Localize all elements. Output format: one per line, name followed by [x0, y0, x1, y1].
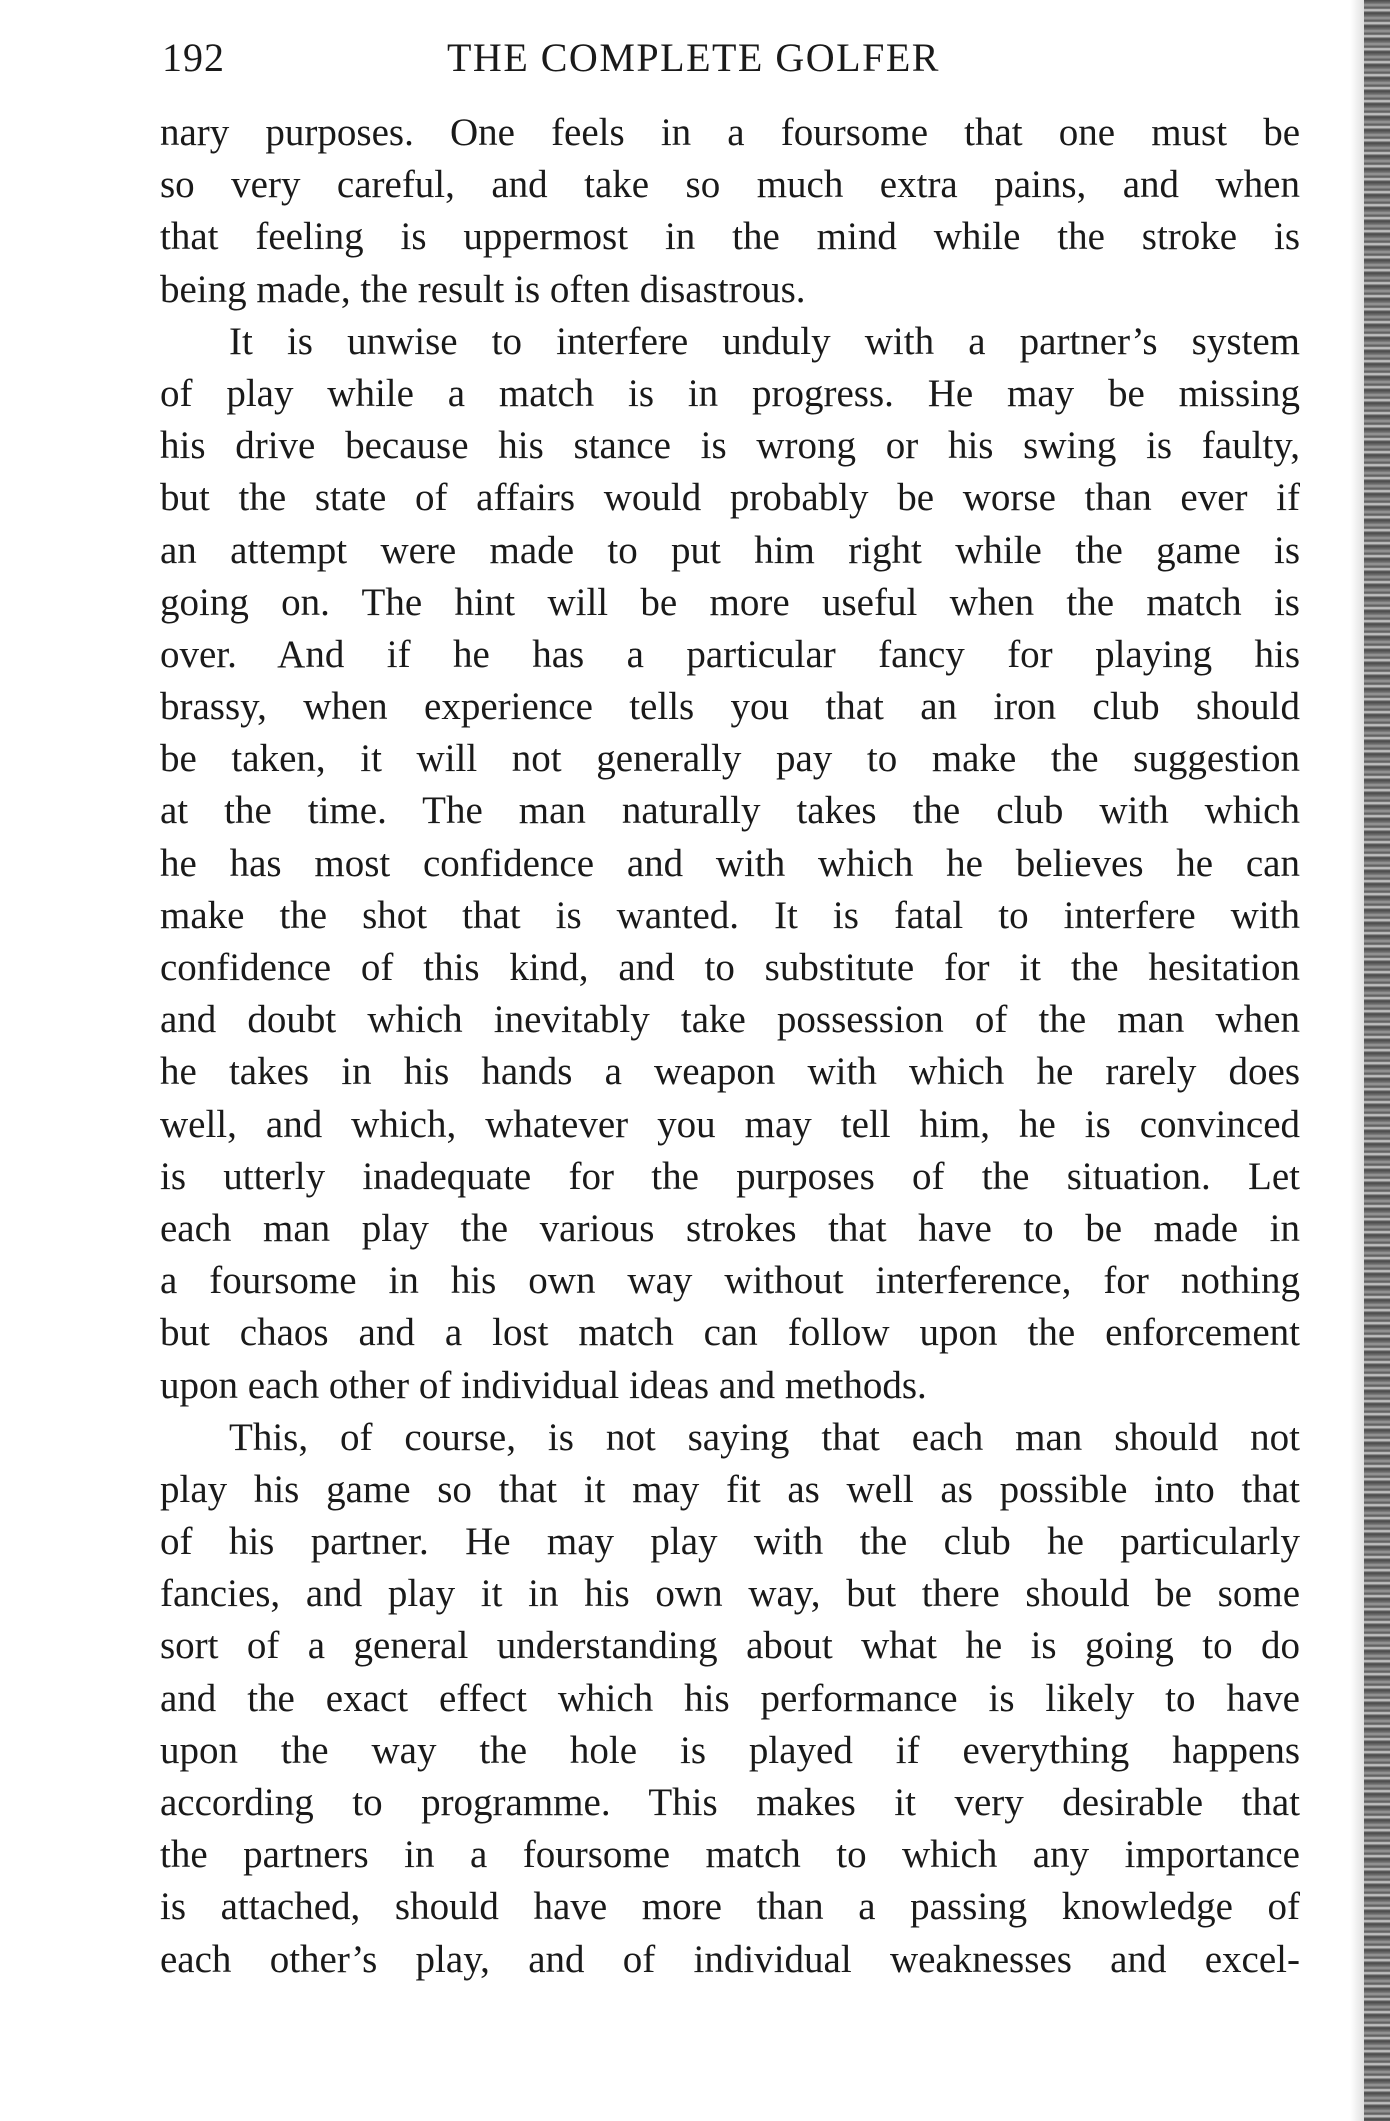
text-line: be taken, it will not generally pay to make the suggestion — [160, 737, 1300, 781]
text-line: an attempt were made to put him right while the game is — [160, 528, 1300, 572]
page-header — [162, 34, 1298, 84]
text-line: he takes in his hands a weapon with which he rarely does — [160, 1050, 1300, 1094]
text-line: each other’s play, and of individual weaknesses and excel- — [160, 1937, 1300, 1981]
text-line: at the time. The man naturally takes the club with which — [160, 789, 1300, 833]
page-edge — [1364, 0, 1390, 2121]
text-line: upon the way the hole is played if everything happens — [160, 1728, 1300, 1772]
text-line: so very careful, and take so much extra pains, and when — [160, 163, 1300, 207]
text-line: he has most confidence and with which he believes he can — [160, 841, 1300, 885]
text-line: and doubt which inevitably take possession of the man when — [160, 998, 1300, 1042]
text-line: It is unwise to interfere unduly with a partner’s system — [229, 319, 1300, 363]
text-line: each man play the various strokes that have to be made in — [160, 1206, 1300, 1250]
text-line: of his partner. He may play with the club he particularly — [160, 1520, 1300, 1564]
text-line: upon each other of individual ideas and methods. — [160, 1363, 927, 1407]
text-line: sort of a general understanding about what he is going to do — [160, 1624, 1300, 1668]
text-line: being made, the result is often disastrous. — [160, 267, 806, 311]
page-number: 192 — [162, 35, 225, 80]
text-line: is utterly inadequate for the purposes of the situation. Let — [160, 1154, 1300, 1198]
text-line: his drive because his stance is wrong or his swing is faulty, — [160, 424, 1300, 468]
text-line: well, and which, whatever you may tell him, he is convinced — [160, 1102, 1300, 1146]
text-line: that feeling is uppermost in the mind while the stroke is — [160, 215, 1300, 259]
text-line: according to programme. This makes it very desirable that — [160, 1781, 1300, 1824]
text-line: fancies, and play it in his own way, but there should be some — [160, 1572, 1300, 1616]
text-line: This, of course, is not saying that each man should not — [229, 1415, 1300, 1459]
text-line: over. And if he has a particular fancy for playing his — [160, 632, 1300, 676]
text-line: but the state of affairs would probably be worse than ever if — [160, 476, 1300, 520]
page-edge-shadow — [1350, 0, 1364, 2121]
text-line: but chaos and a lost match can follow upon the enforcement — [160, 1311, 1300, 1355]
text-line: the partners in a foursome match to which any importance — [160, 1833, 1300, 1877]
running-head: THE COMPLETE GOLFER — [447, 35, 940, 80]
text-line: brassy, when experience tells you that an iron club should — [160, 685, 1300, 729]
text-line: make the shot that is wanted. It is fatal to interfere with — [160, 893, 1300, 937]
body-text — [160, 107, 1300, 1986]
text-line: is attached, should have more than a passing knowledge of — [160, 1885, 1300, 1929]
text-line: and the exact effect which his performance is likely to have — [160, 1676, 1300, 1720]
text-line: going on. The hint will be more useful when the match is — [160, 580, 1300, 624]
text-line: play his game so that it may fit as well as possible into that — [160, 1467, 1300, 1511]
text-line: a foursome in his own way without interference, for nothing — [160, 1259, 1300, 1303]
text-line: of play while a match is in progress. He may be missing — [160, 371, 1300, 415]
text-line: nary purposes. One feels in a foursome that one must be — [160, 111, 1300, 154]
text-line: confidence of this kind, and to substitute for it the hesitation — [160, 946, 1300, 989]
